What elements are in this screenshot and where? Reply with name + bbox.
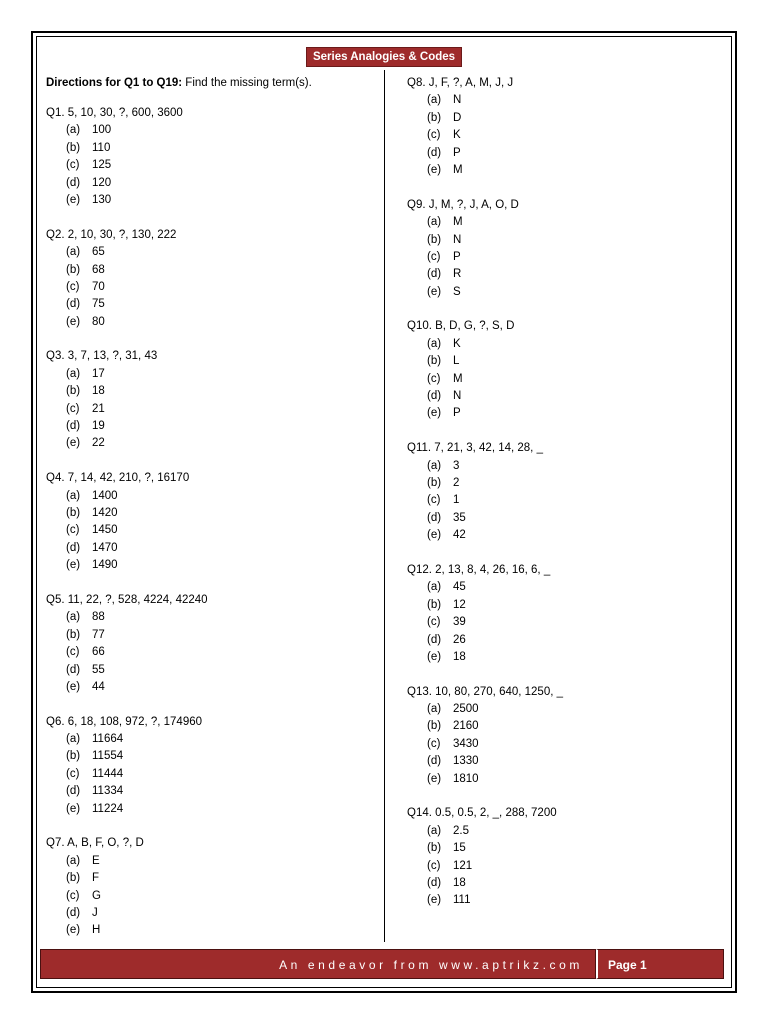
option-item bbox=[427, 232, 727, 249]
option-key: (c) bbox=[427, 859, 441, 872]
option-item bbox=[66, 505, 376, 522]
option-value: 3430 bbox=[453, 737, 479, 750]
question-block bbox=[407, 318, 727, 422]
option-value: 11224 bbox=[92, 802, 124, 815]
question-block bbox=[46, 835, 376, 939]
option-key: (b) bbox=[66, 385, 81, 398]
option-list bbox=[407, 214, 727, 301]
footer-bar bbox=[40, 949, 724, 979]
option-list bbox=[46, 853, 376, 940]
option-item bbox=[66, 609, 376, 626]
question-block bbox=[407, 197, 727, 301]
option-value: 1420 bbox=[92, 506, 118, 519]
option-value: 18 bbox=[92, 385, 105, 398]
option-value: P bbox=[453, 407, 461, 420]
option-key: (e) bbox=[427, 163, 442, 176]
option-item bbox=[66, 157, 376, 174]
option-value: 12 bbox=[453, 598, 466, 611]
option-value: 77 bbox=[92, 628, 105, 641]
page-title: Series Analogies & Codes bbox=[306, 47, 462, 67]
option-item bbox=[427, 458, 727, 475]
option-item bbox=[66, 122, 376, 139]
question-text: Q2. 2, 10, 30, ?, 130, 222 bbox=[46, 228, 177, 241]
option-key: (c) bbox=[66, 646, 80, 659]
question-text: Q4. 7, 14, 42, 210, ?, 16170 bbox=[46, 472, 190, 485]
option-value: 2500 bbox=[453, 703, 479, 716]
option-value: J bbox=[92, 906, 98, 919]
option-item bbox=[66, 905, 376, 922]
option-key: (c) bbox=[427, 372, 441, 385]
option-value: M bbox=[453, 372, 463, 385]
option-key: (e) bbox=[66, 193, 81, 206]
option-item bbox=[427, 405, 727, 422]
option-value: M bbox=[453, 163, 463, 176]
directions-label: Directions for Q1 to Q19: bbox=[46, 77, 183, 89]
option-item bbox=[66, 140, 376, 157]
option-item bbox=[66, 748, 376, 765]
option-key: (e) bbox=[427, 529, 442, 542]
option-list bbox=[407, 579, 727, 666]
option-value: 111 bbox=[453, 894, 471, 907]
option-list bbox=[46, 366, 376, 453]
option-item bbox=[427, 632, 727, 649]
option-value: 1330 bbox=[453, 755, 479, 768]
option-key: (b) bbox=[427, 355, 442, 368]
option-value: N bbox=[453, 94, 462, 107]
option-item bbox=[66, 540, 376, 557]
directions-text: Find the missing term(s). bbox=[182, 77, 312, 89]
option-item bbox=[66, 888, 376, 905]
option-item bbox=[66, 435, 376, 452]
option-item bbox=[427, 649, 727, 666]
option-value: E bbox=[92, 854, 100, 867]
option-key: (c) bbox=[427, 494, 441, 507]
option-item bbox=[66, 401, 376, 418]
option-key: (c) bbox=[66, 280, 80, 293]
option-key: (a) bbox=[427, 581, 442, 594]
option-value: P bbox=[453, 250, 461, 263]
option-key: (b) bbox=[427, 598, 442, 611]
option-value: 22 bbox=[92, 437, 105, 450]
option-value: K bbox=[453, 129, 461, 142]
option-key: (a) bbox=[427, 216, 442, 229]
option-key: (d) bbox=[66, 906, 81, 919]
option-item bbox=[66, 679, 376, 696]
page-number: Page 1 bbox=[596, 949, 724, 979]
option-item bbox=[66, 262, 376, 279]
option-key: (e) bbox=[66, 559, 81, 572]
option-value: 26 bbox=[453, 633, 466, 646]
option-key: (b) bbox=[66, 263, 81, 276]
option-value: R bbox=[453, 268, 462, 281]
option-key: (b) bbox=[427, 233, 442, 246]
option-value: 18 bbox=[453, 650, 466, 663]
option-value: 65 bbox=[92, 246, 105, 259]
option-key: (c) bbox=[66, 402, 80, 415]
option-item bbox=[66, 783, 376, 800]
option-value: 125 bbox=[92, 159, 112, 172]
option-key: (a) bbox=[66, 489, 81, 502]
option-key: (c) bbox=[66, 889, 80, 902]
option-value: S bbox=[453, 285, 461, 298]
option-value: 11444 bbox=[92, 767, 124, 780]
option-value: 15 bbox=[453, 842, 466, 855]
option-key: (e) bbox=[66, 680, 81, 693]
option-item bbox=[427, 110, 727, 127]
option-key: (d) bbox=[66, 785, 81, 798]
option-value: K bbox=[453, 337, 461, 350]
option-value: 121 bbox=[453, 859, 473, 872]
option-value: 21 bbox=[92, 402, 105, 415]
option-value: 1810 bbox=[453, 772, 479, 785]
option-value: 11334 bbox=[92, 785, 124, 798]
option-key: (b) bbox=[427, 720, 442, 733]
option-key: (d) bbox=[427, 146, 442, 159]
question-text: Q7. A, B, F, O, ?, D bbox=[46, 837, 144, 850]
question-text: Q8. J, F, ?, A, M, J, J bbox=[407, 77, 514, 89]
question-text: Q10. B, D, G, ?, S, D bbox=[407, 320, 515, 333]
question-text: Q9. J, M, ?, J, A, O, D bbox=[407, 198, 519, 211]
option-key: (c) bbox=[427, 129, 441, 142]
option-key: (b) bbox=[427, 111, 442, 124]
option-item bbox=[427, 475, 727, 492]
option-item bbox=[427, 823, 727, 840]
question-text: Q3. 3, 7, 13, ?, 31, 43 bbox=[46, 350, 158, 363]
option-key: (a) bbox=[66, 611, 81, 624]
option-item bbox=[66, 314, 376, 331]
option-item bbox=[427, 266, 727, 283]
question-text: Q5. 11, 22, ?, 528, 4224, 42240 bbox=[46, 593, 208, 606]
option-value: 1490 bbox=[92, 559, 118, 572]
option-key: (d) bbox=[66, 298, 81, 311]
option-key: (b) bbox=[66, 506, 81, 519]
option-key: (e) bbox=[66, 802, 81, 815]
option-key: (d) bbox=[427, 876, 442, 889]
option-key: (e) bbox=[427, 407, 442, 420]
option-value: 11664 bbox=[92, 733, 124, 746]
option-item bbox=[66, 801, 376, 818]
option-value: 88 bbox=[92, 611, 105, 624]
option-item bbox=[427, 284, 727, 301]
option-value: N bbox=[453, 233, 462, 246]
option-list bbox=[46, 609, 376, 696]
option-key: (e) bbox=[427, 894, 442, 907]
directions bbox=[46, 75, 376, 91]
option-value: M bbox=[453, 216, 463, 229]
option-item bbox=[66, 418, 376, 435]
option-key: (e) bbox=[427, 650, 442, 663]
option-item bbox=[427, 510, 727, 527]
option-list bbox=[407, 823, 727, 910]
option-key: (e) bbox=[427, 285, 442, 298]
question-block bbox=[407, 805, 727, 909]
option-item bbox=[427, 371, 727, 388]
option-list bbox=[46, 731, 376, 818]
option-item bbox=[66, 853, 376, 870]
option-value: 35 bbox=[453, 511, 466, 524]
option-value: 42 bbox=[453, 529, 466, 542]
option-value: 1450 bbox=[92, 524, 118, 537]
option-item bbox=[427, 162, 727, 179]
option-key: (c) bbox=[427, 250, 441, 263]
left-question-list bbox=[46, 105, 376, 940]
option-value: 130 bbox=[92, 193, 112, 206]
right-column bbox=[407, 75, 727, 927]
question-text: Q6. 6, 18, 108, 972, ?, 174960 bbox=[46, 715, 203, 728]
option-item bbox=[427, 875, 727, 892]
option-item bbox=[427, 840, 727, 857]
option-list bbox=[407, 458, 727, 545]
option-value: 19 bbox=[92, 420, 105, 433]
option-key: (b) bbox=[427, 476, 442, 489]
option-key: (c) bbox=[66, 159, 80, 172]
option-key: (b) bbox=[66, 872, 81, 885]
question-block bbox=[46, 105, 376, 209]
option-item bbox=[66, 731, 376, 748]
option-key: (a) bbox=[427, 459, 442, 472]
option-item bbox=[427, 214, 727, 231]
left-column bbox=[46, 75, 376, 957]
option-item bbox=[427, 336, 727, 353]
option-value: 2 bbox=[453, 476, 460, 489]
option-value: 2160 bbox=[453, 720, 479, 733]
option-list bbox=[407, 701, 727, 788]
option-value: 75 bbox=[92, 298, 105, 311]
title-container bbox=[0, 47, 768, 67]
option-key: (a) bbox=[66, 246, 81, 259]
option-key: (d) bbox=[66, 663, 81, 676]
option-key: (b) bbox=[66, 750, 81, 763]
question-block bbox=[46, 714, 376, 818]
option-item bbox=[427, 579, 727, 596]
option-key: (a) bbox=[427, 824, 442, 837]
option-key: (c) bbox=[427, 616, 441, 629]
option-item bbox=[427, 388, 727, 405]
option-value: 55 bbox=[92, 663, 105, 676]
question-block bbox=[407, 75, 727, 179]
option-value: 17 bbox=[92, 367, 105, 380]
option-item bbox=[427, 892, 727, 909]
option-value: 120 bbox=[92, 176, 112, 189]
option-value: 2.5 bbox=[453, 824, 469, 837]
option-value: 11554 bbox=[92, 750, 124, 763]
option-key: (d) bbox=[66, 420, 81, 433]
option-key: (a) bbox=[66, 733, 81, 746]
option-key: (a) bbox=[427, 94, 442, 107]
option-item bbox=[427, 858, 727, 875]
question-text: Q14. 0.5, 0.5, 2, _, 288, 7200 bbox=[407, 807, 557, 820]
footer-text: An endeavor from www.aptrikz.com bbox=[40, 949, 596, 979]
option-value: H bbox=[92, 924, 101, 937]
option-value: 68 bbox=[92, 263, 105, 276]
option-item bbox=[427, 492, 727, 509]
option-value: N bbox=[453, 390, 462, 403]
option-key: (d) bbox=[427, 755, 442, 768]
option-key: (e) bbox=[66, 924, 81, 937]
option-item bbox=[66, 192, 376, 209]
option-item bbox=[66, 870, 376, 887]
option-item bbox=[427, 614, 727, 631]
option-value: D bbox=[453, 111, 462, 124]
right-question-list bbox=[407, 75, 727, 910]
question-text: Q13. 10, 80, 270, 640, 1250, _ bbox=[407, 685, 564, 698]
option-key: (d) bbox=[66, 176, 81, 189]
option-key: (d) bbox=[427, 633, 442, 646]
option-item bbox=[66, 488, 376, 505]
option-item bbox=[427, 701, 727, 718]
option-item bbox=[66, 627, 376, 644]
option-value: 44 bbox=[92, 680, 105, 693]
option-value: P bbox=[453, 146, 461, 159]
option-key: (e) bbox=[66, 437, 81, 450]
question-block bbox=[46, 592, 376, 696]
option-value: F bbox=[92, 872, 100, 885]
option-key: (c) bbox=[66, 767, 80, 780]
option-key: (e) bbox=[66, 315, 81, 328]
option-item bbox=[66, 383, 376, 400]
option-key: (e) bbox=[427, 772, 442, 785]
option-value: 70 bbox=[92, 280, 105, 293]
option-list bbox=[46, 122, 376, 209]
option-value: 80 bbox=[92, 315, 105, 328]
question-block bbox=[46, 227, 376, 331]
option-value: 1470 bbox=[92, 541, 118, 554]
option-key: (c) bbox=[66, 524, 80, 537]
option-item bbox=[66, 366, 376, 383]
option-value: 45 bbox=[453, 581, 466, 594]
option-list bbox=[46, 488, 376, 575]
question-block bbox=[407, 562, 727, 666]
option-value: 1 bbox=[453, 494, 460, 507]
option-item bbox=[66, 922, 376, 939]
option-key: (d) bbox=[427, 268, 442, 281]
option-value: 100 bbox=[92, 124, 112, 137]
option-item bbox=[427, 736, 727, 753]
option-item bbox=[427, 249, 727, 266]
option-key: (d) bbox=[427, 390, 442, 403]
option-value: 110 bbox=[92, 141, 111, 154]
option-item bbox=[427, 127, 727, 144]
option-value: 39 bbox=[453, 616, 466, 629]
option-key: (c) bbox=[427, 737, 441, 750]
option-key: (d) bbox=[66, 541, 81, 554]
question-text: Q12. 2, 13, 8, 4, 26, 16, 6, _ bbox=[407, 563, 551, 576]
option-item bbox=[66, 279, 376, 296]
option-item bbox=[427, 92, 727, 109]
option-key: (a) bbox=[66, 124, 81, 137]
option-item bbox=[427, 597, 727, 614]
column-divider bbox=[384, 70, 385, 942]
option-value: 1400 bbox=[92, 489, 118, 502]
option-item bbox=[427, 753, 727, 770]
option-key: (d) bbox=[427, 511, 442, 524]
option-item bbox=[427, 527, 727, 544]
question-text: Q1. 5, 10, 30, ?, 600, 3600 bbox=[46, 107, 183, 119]
option-list bbox=[407, 336, 727, 423]
option-item bbox=[66, 662, 376, 679]
option-key: (b) bbox=[66, 141, 81, 154]
option-value: G bbox=[92, 889, 101, 902]
option-list bbox=[407, 92, 727, 179]
option-value: 3 bbox=[453, 459, 460, 472]
option-item bbox=[427, 771, 727, 788]
option-key: (a) bbox=[66, 367, 81, 380]
question-block bbox=[46, 470, 376, 574]
option-list bbox=[46, 244, 376, 331]
option-key: (a) bbox=[427, 703, 442, 716]
option-item bbox=[427, 718, 727, 735]
option-value: L bbox=[453, 355, 460, 368]
option-value: 66 bbox=[92, 646, 105, 659]
option-key: (b) bbox=[427, 842, 442, 855]
option-key: (b) bbox=[66, 628, 81, 641]
option-item bbox=[66, 766, 376, 783]
option-key: (a) bbox=[427, 337, 442, 350]
option-item bbox=[427, 145, 727, 162]
option-item bbox=[66, 244, 376, 261]
option-item bbox=[66, 644, 376, 661]
option-item bbox=[66, 522, 376, 539]
question-block bbox=[407, 684, 727, 788]
option-item bbox=[66, 175, 376, 192]
option-key: (a) bbox=[66, 854, 81, 867]
question-block bbox=[46, 348, 376, 452]
option-item bbox=[427, 353, 727, 370]
option-item bbox=[66, 296, 376, 313]
question-text: Q11. 7, 21, 3, 42, 14, 28, _ bbox=[407, 442, 543, 455]
option-item bbox=[66, 557, 376, 574]
option-value: 18 bbox=[453, 876, 466, 889]
question-block bbox=[407, 440, 727, 544]
